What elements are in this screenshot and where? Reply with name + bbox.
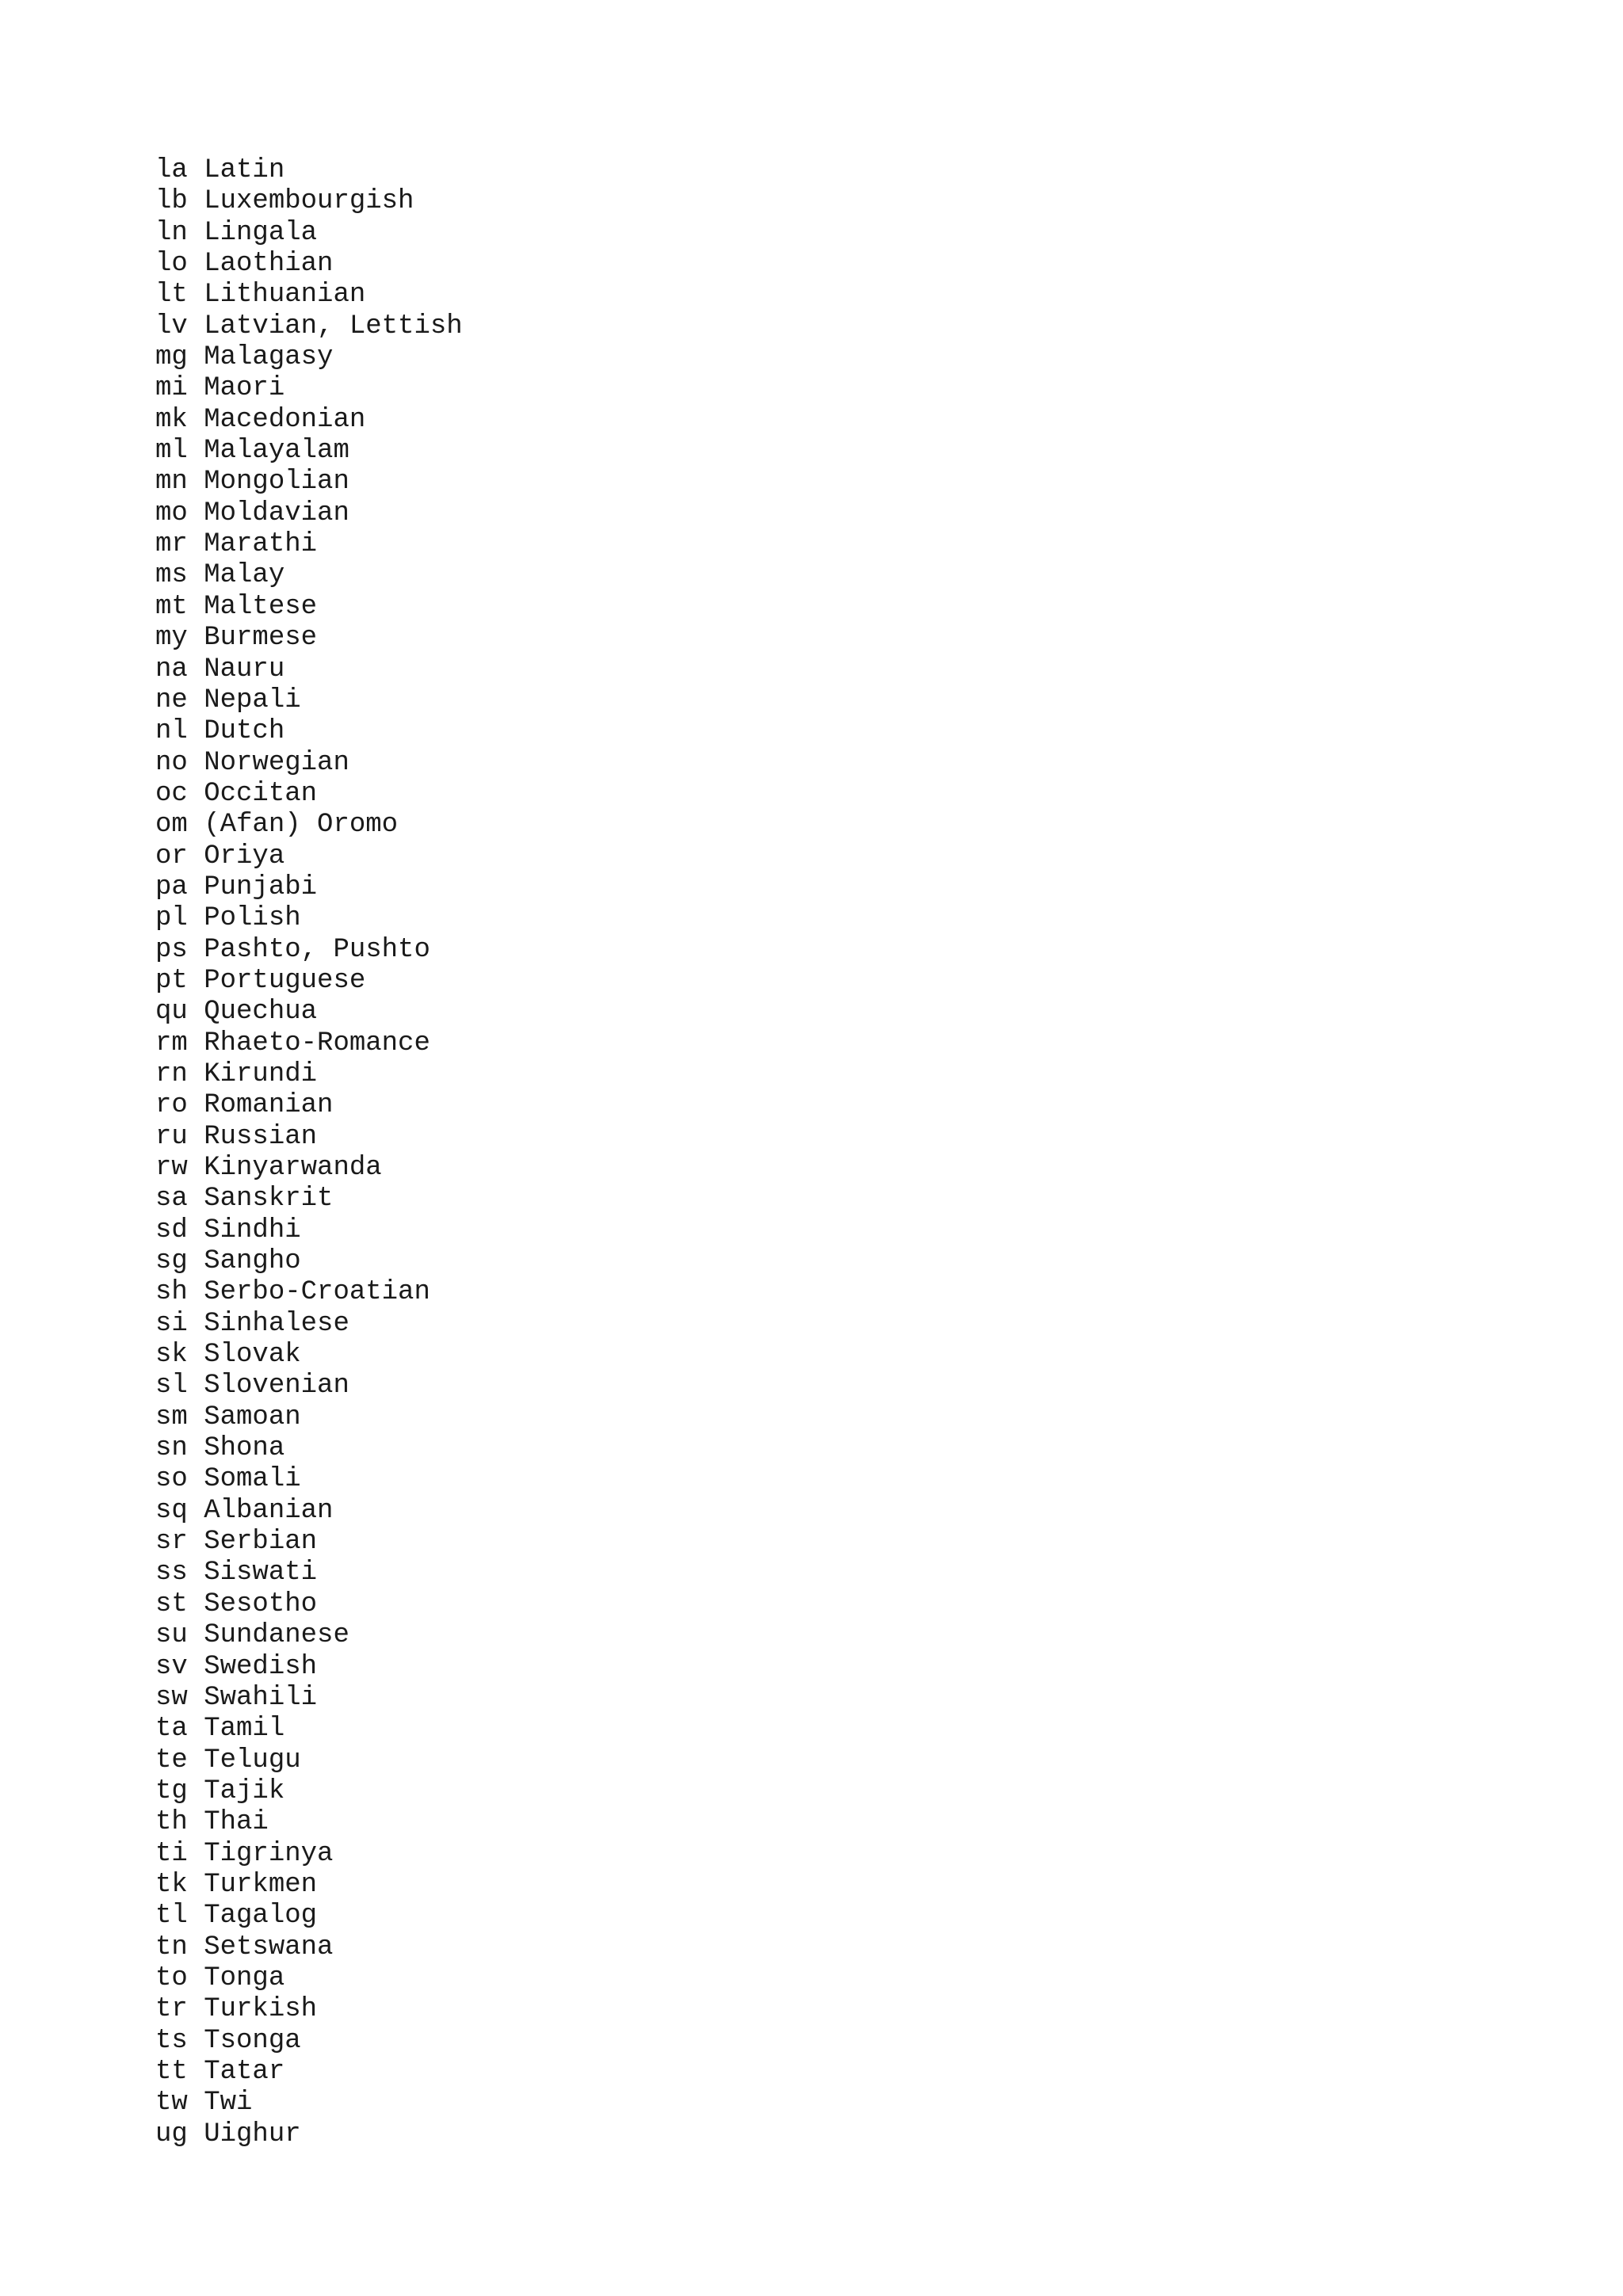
language-code: ti xyxy=(155,1838,188,1869)
language-code: ts xyxy=(155,2025,188,2056)
language-code: tg xyxy=(155,1775,188,1806)
language-code-list xyxy=(155,155,463,2150)
language-code: su xyxy=(155,1620,188,1651)
language-entry xyxy=(155,810,463,841)
language-name: (Afan) Oromo xyxy=(204,810,399,841)
language-code: or xyxy=(155,841,188,871)
language-code: sg xyxy=(155,1246,188,1277)
language-name: Lingala xyxy=(204,217,318,248)
language-entry xyxy=(155,748,463,779)
language-entry xyxy=(155,155,463,186)
language-name: Luxembourgish xyxy=(204,186,414,217)
language-name: Burmese xyxy=(204,623,318,654)
language-name: Shona xyxy=(204,1433,285,1464)
language-code: mi xyxy=(155,373,188,404)
language-name: Sesotho xyxy=(204,1589,318,1619)
language-name: Turkmen xyxy=(204,1869,318,1900)
language-code: mk xyxy=(155,404,188,435)
language-code: tl xyxy=(155,1901,188,1932)
language-code: ms xyxy=(155,560,188,591)
language-name: Norwegian xyxy=(204,747,349,778)
language-name: Swedish xyxy=(204,1651,318,1682)
language-name: Moldavian xyxy=(204,498,349,528)
language-code: ro xyxy=(155,1090,188,1121)
language-entry xyxy=(155,249,463,280)
language-name: Portuguese xyxy=(204,965,366,996)
language-name: Lithuanian xyxy=(204,280,366,311)
language-name: Malagasy xyxy=(204,342,334,373)
language-code: sr xyxy=(155,1527,188,1558)
language-entry xyxy=(155,1963,463,1994)
language-entry xyxy=(155,1527,463,1558)
language-entry xyxy=(155,1901,463,1932)
language-entry xyxy=(155,623,463,654)
language-name: Occitan xyxy=(204,778,318,809)
language-entry xyxy=(155,903,463,934)
language-entry xyxy=(155,436,463,467)
language-entry xyxy=(155,841,463,872)
language-name: Latvian, Lettish xyxy=(204,311,463,341)
language-entry xyxy=(155,1059,463,1090)
language-entry xyxy=(155,311,463,342)
language-entry xyxy=(155,1620,463,1651)
language-entry xyxy=(155,2057,463,2088)
language-name: Turkish xyxy=(204,1994,318,2025)
language-code: lv xyxy=(155,311,188,341)
language-code: sn xyxy=(155,1433,188,1464)
language-code: sd xyxy=(155,1215,188,1245)
language-entry xyxy=(155,1246,463,1277)
language-code: la xyxy=(155,155,188,185)
language-code: to xyxy=(155,1962,188,1993)
language-name: Setswana xyxy=(204,1932,334,1962)
language-name: Somali xyxy=(204,1464,301,1495)
language-name: Slovak xyxy=(204,1340,301,1371)
language-name: Sindhi xyxy=(204,1215,301,1245)
language-entry xyxy=(155,1589,463,1620)
language-name: Sanskrit xyxy=(204,1184,334,1215)
language-name: Kinyarwanda xyxy=(204,1153,382,1183)
language-code: pl xyxy=(155,903,188,934)
language-entry xyxy=(155,935,463,966)
language-entry xyxy=(155,1028,463,1059)
language-code: tn xyxy=(155,1932,188,1962)
language-entry xyxy=(155,1433,463,1464)
language-code: nl xyxy=(155,716,188,747)
language-entry xyxy=(155,1215,463,1246)
language-entry xyxy=(155,1652,463,1683)
language-code: tr xyxy=(155,1994,188,2025)
language-entry xyxy=(155,1153,463,1184)
language-code: lo xyxy=(155,249,188,280)
language-code: te xyxy=(155,1745,188,1775)
language-entry xyxy=(155,1745,463,1776)
language-name: Malayalam xyxy=(204,436,349,467)
language-entry xyxy=(155,280,463,311)
language-name: Russian xyxy=(204,1121,318,1152)
language-entry xyxy=(155,779,463,810)
language-code: th xyxy=(155,1807,188,1838)
language-code: tt xyxy=(155,2056,188,2087)
language-entry xyxy=(155,1839,463,1870)
language-entry xyxy=(155,872,463,903)
language-name: Uighur xyxy=(204,2119,301,2149)
language-entry xyxy=(155,1090,463,1121)
language-code: st xyxy=(155,1589,188,1619)
language-code: mo xyxy=(155,498,188,528)
language-name: Thai xyxy=(204,1807,269,1838)
language-name: Tonga xyxy=(204,1962,285,1993)
language-name: Slovenian xyxy=(204,1371,349,1402)
language-entry xyxy=(155,2088,463,2119)
language-entry xyxy=(155,1464,463,1495)
language-code: sw xyxy=(155,1682,188,1713)
language-code: ug xyxy=(155,2119,188,2149)
language-entry xyxy=(155,2119,463,2150)
language-code: tw xyxy=(155,2088,188,2119)
language-entry xyxy=(155,529,463,560)
language-code: oc xyxy=(155,778,188,809)
language-name: Tagalog xyxy=(204,1901,318,1932)
language-code: no xyxy=(155,747,188,778)
language-name: Sangho xyxy=(204,1246,301,1277)
language-entry xyxy=(155,1932,463,1963)
language-code: ta xyxy=(155,1714,188,1745)
language-name: Serbian xyxy=(204,1527,318,1558)
language-code: lb xyxy=(155,186,188,217)
language-code: sa xyxy=(155,1184,188,1215)
language-entry xyxy=(155,405,463,436)
language-code: ru xyxy=(155,1121,188,1152)
language-name: Polish xyxy=(204,903,301,934)
language-name: Twi xyxy=(204,2088,253,2119)
language-code: si xyxy=(155,1308,188,1339)
language-name: Laothian xyxy=(204,249,334,280)
language-entry xyxy=(155,342,463,373)
language-code: sk xyxy=(155,1340,188,1371)
language-name: Punjabi xyxy=(204,871,318,902)
language-entry xyxy=(155,997,463,1028)
language-name: Dutch xyxy=(204,716,285,747)
language-name: Malay xyxy=(204,560,285,591)
language-name: Sinhalese xyxy=(204,1308,349,1339)
language-code: ss xyxy=(155,1558,188,1589)
language-code: rm xyxy=(155,1028,188,1058)
language-entry xyxy=(155,1558,463,1589)
language-code: sv xyxy=(155,1651,188,1682)
language-name: Oriya xyxy=(204,841,285,871)
language-name: Rhaeto-Romance xyxy=(204,1028,430,1058)
language-code: sl xyxy=(155,1371,188,1402)
language-code: sh xyxy=(155,1277,188,1308)
language-code: pt xyxy=(155,965,188,996)
language-entry xyxy=(155,1994,463,2025)
language-name: Quechua xyxy=(204,997,318,1028)
language-entry xyxy=(155,218,463,249)
language-entry xyxy=(155,186,463,217)
language-name: Albanian xyxy=(204,1495,334,1526)
language-entry xyxy=(155,1402,463,1433)
language-name: Nauru xyxy=(204,654,285,685)
language-entry xyxy=(155,1340,463,1371)
language-code: sq xyxy=(155,1495,188,1526)
language-entry xyxy=(155,560,463,591)
language-code: ln xyxy=(155,217,188,248)
language-entry xyxy=(155,373,463,404)
language-code: ps xyxy=(155,934,188,965)
language-name: Maori xyxy=(204,373,285,404)
language-name: Swahili xyxy=(204,1682,318,1713)
language-entry xyxy=(155,966,463,997)
language-code: qu xyxy=(155,997,188,1028)
language-name: Tajik xyxy=(204,1775,285,1806)
language-name: Tamil xyxy=(204,1714,285,1745)
language-name: Tsonga xyxy=(204,2025,301,2056)
language-code: ml xyxy=(155,436,188,467)
language-entry xyxy=(155,1807,463,1838)
language-entry xyxy=(155,1714,463,1745)
language-entry xyxy=(155,1371,463,1402)
language-entry xyxy=(155,1277,463,1308)
language-entry xyxy=(155,1683,463,1714)
language-entry xyxy=(155,654,463,685)
language-name: Tatar xyxy=(204,2056,285,2087)
language-entry xyxy=(155,498,463,529)
language-name: Samoan xyxy=(204,1402,301,1432)
language-code: mt xyxy=(155,591,188,622)
language-name: Macedonian xyxy=(204,404,366,435)
language-code: tk xyxy=(155,1869,188,1900)
language-name: Maltese xyxy=(204,591,318,622)
language-name: Tigrinya xyxy=(204,1838,334,1869)
language-entry xyxy=(155,1122,463,1153)
language-entry xyxy=(155,1870,463,1901)
language-code: lt xyxy=(155,280,188,311)
language-entry xyxy=(155,467,463,498)
language-name: Marathi xyxy=(204,529,318,560)
language-code: so xyxy=(155,1464,188,1495)
language-name: Romanian xyxy=(204,1090,334,1121)
language-name: Mongolian xyxy=(204,467,349,498)
language-entry xyxy=(155,1309,463,1340)
language-name: Sundanese xyxy=(204,1620,349,1651)
language-code: rw xyxy=(155,1153,188,1183)
language-name: Pashto, Pushto xyxy=(204,934,430,965)
language-entry xyxy=(155,2026,463,2057)
language-code: na xyxy=(155,654,188,685)
language-entry xyxy=(155,1496,463,1527)
language-name: Serbo-Croatian xyxy=(204,1277,430,1308)
language-code: mn xyxy=(155,467,188,498)
language-name: Nepali xyxy=(204,685,301,715)
language-code: ne xyxy=(155,685,188,715)
language-entry xyxy=(155,592,463,623)
language-code: rn xyxy=(155,1058,188,1089)
language-name: Kirundi xyxy=(204,1058,318,1089)
language-code: my xyxy=(155,623,188,654)
language-code: pa xyxy=(155,871,188,902)
language-entry xyxy=(155,1776,463,1807)
language-code: om xyxy=(155,810,188,841)
language-entry xyxy=(155,716,463,747)
language-name: Telugu xyxy=(204,1745,301,1775)
language-entry xyxy=(155,1184,463,1215)
language-name: Siswati xyxy=(204,1558,318,1589)
language-code: mr xyxy=(155,529,188,560)
language-entry xyxy=(155,685,463,716)
language-code: mg xyxy=(155,342,188,373)
language-name: Latin xyxy=(204,155,285,185)
language-code: sm xyxy=(155,1402,188,1432)
